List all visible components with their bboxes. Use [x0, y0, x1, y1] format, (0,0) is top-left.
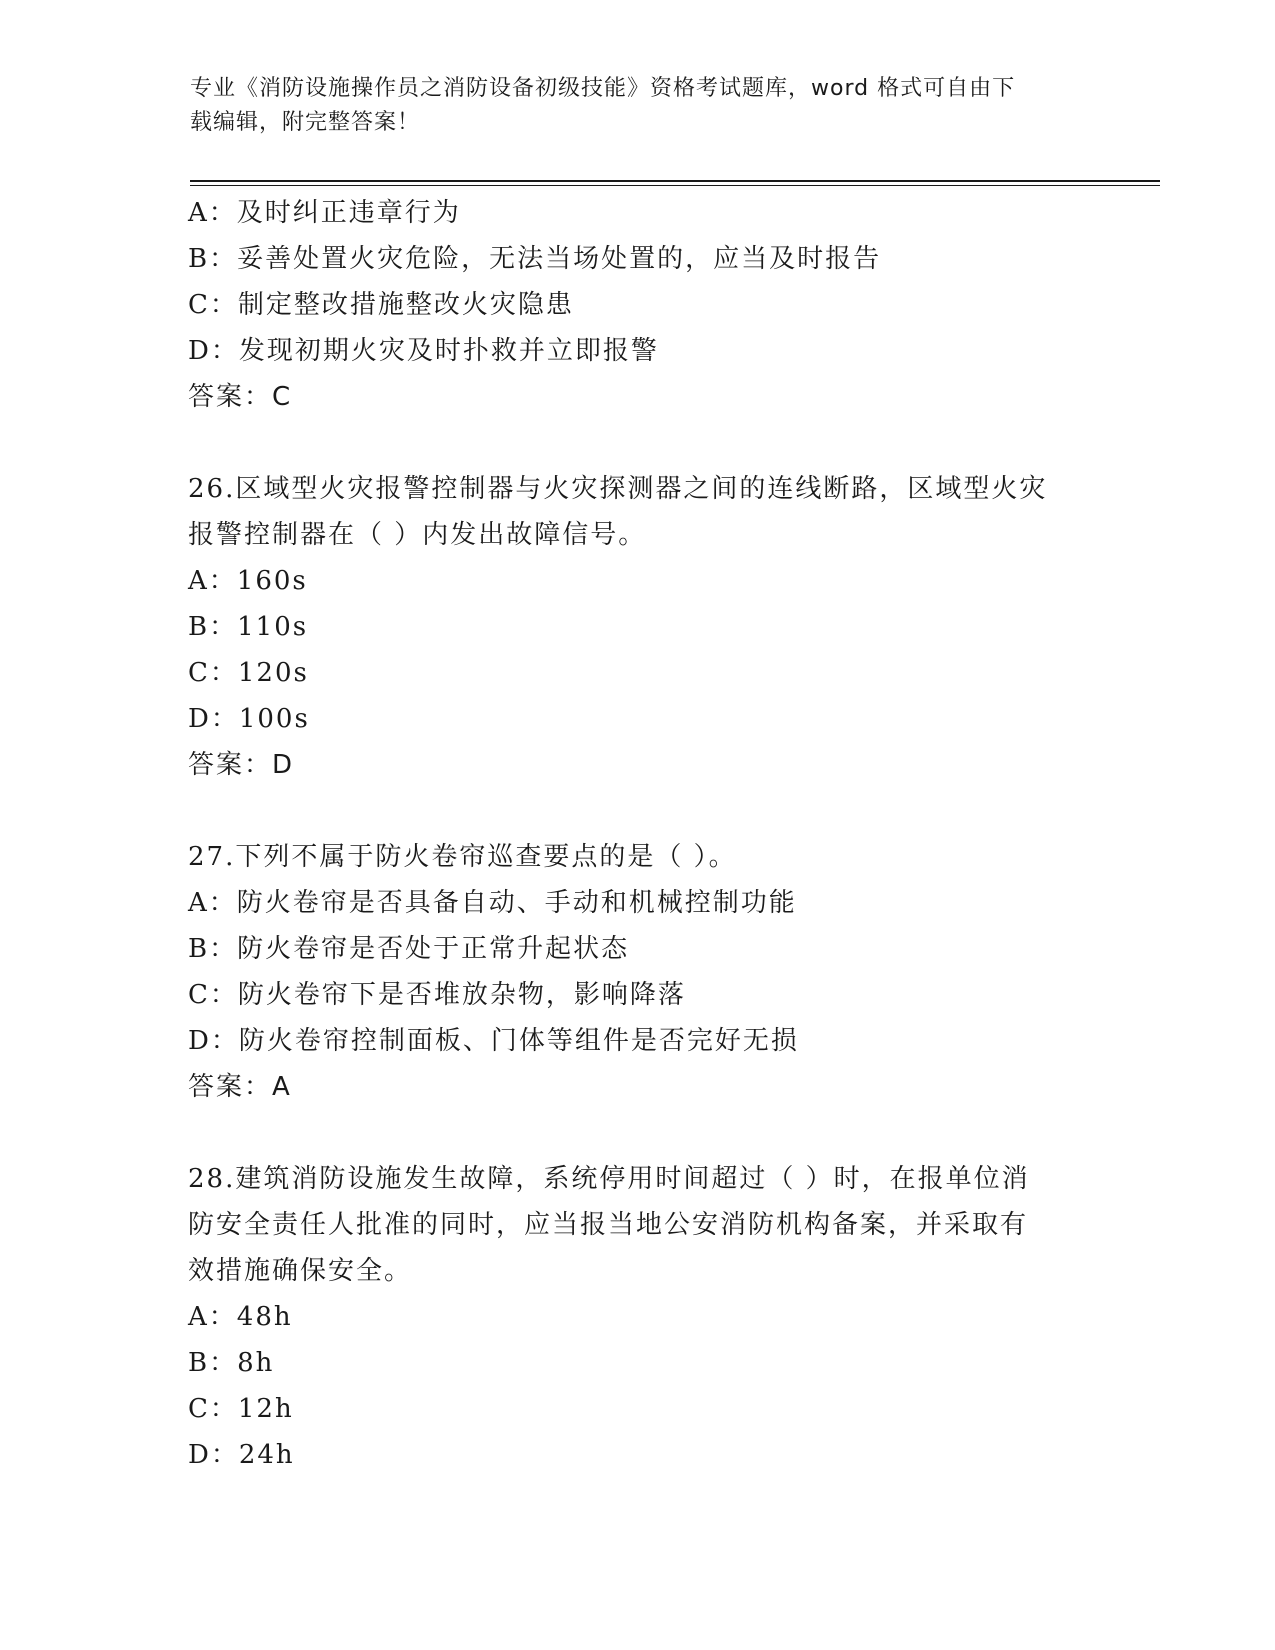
question-stem: 效措施确保安全。 [188, 1256, 413, 1286]
answer-label: 答案：A [188, 1072, 292, 1102]
question-stem: 报警控制器在（ ）内发出故障信号。 [188, 520, 647, 550]
question-block [188, 834, 1088, 1110]
option-a: A：防火卷帘是否具备自动、手动和机械控制功能 [188, 888, 797, 918]
header-divider-thin [190, 185, 1160, 186]
option-c: C：120s [188, 658, 309, 688]
question-block [188, 1156, 1088, 1478]
option-c: C：防火卷帘下是否堆放杂物，影响降落 [188, 980, 686, 1010]
question-stem: 防安全责任人批准的同时，应当报当地公安消防机构备案，并采取有 [188, 1210, 1029, 1240]
option-c: C：制定整改措施整改火灾隐患 [188, 290, 574, 320]
option-d: D：24h [188, 1440, 295, 1470]
question-list [188, 190, 1088, 1478]
question-stem: 27.下列不属于防火卷帘巡查要点的是（ ）。 [188, 842, 737, 872]
option-d: D：防火卷帘控制面板、门体等组件是否完好无损 [188, 1026, 799, 1056]
option-a: A：160s [188, 566, 308, 596]
header-line-2: 载编辑，附完整答案！ [190, 110, 421, 135]
option-b: B：防火卷帘是否处于正常升起状态 [188, 934, 630, 964]
option-d: D：发现初期火灾及时扑救并立即报警 [188, 336, 659, 366]
document-header [190, 72, 1090, 140]
header-line-1: 专业《消防设施操作员之消防设备初级技能》资格考试题库，word 格式可自由下 [190, 76, 1016, 101]
option-b: B：110s [188, 612, 309, 642]
option-b: B：8h [188, 1348, 275, 1378]
option-c: C：12h [188, 1394, 294, 1424]
option-a: A：及时纠正违章行为 [188, 198, 461, 228]
header-divider-thick [190, 180, 1160, 182]
answer-label: 答案：D [188, 750, 295, 780]
question-stem: 26.区域型火灾报警控制器与火灾探测器之间的连线断路，区域型火灾 [188, 474, 1048, 504]
question-block [188, 190, 1088, 420]
option-d: D：100s [188, 704, 310, 734]
option-a: A：48h [188, 1302, 293, 1332]
option-b: B：妥善处置火灾危险，无法当场处置的，应当及时报告 [188, 244, 882, 274]
question-block [188, 466, 1088, 788]
answer-label: 答案：C [188, 382, 293, 412]
question-stem: 28.建筑消防设施发生故障，系统停用时间超过（ ）时，在报单位消 [188, 1164, 1030, 1194]
